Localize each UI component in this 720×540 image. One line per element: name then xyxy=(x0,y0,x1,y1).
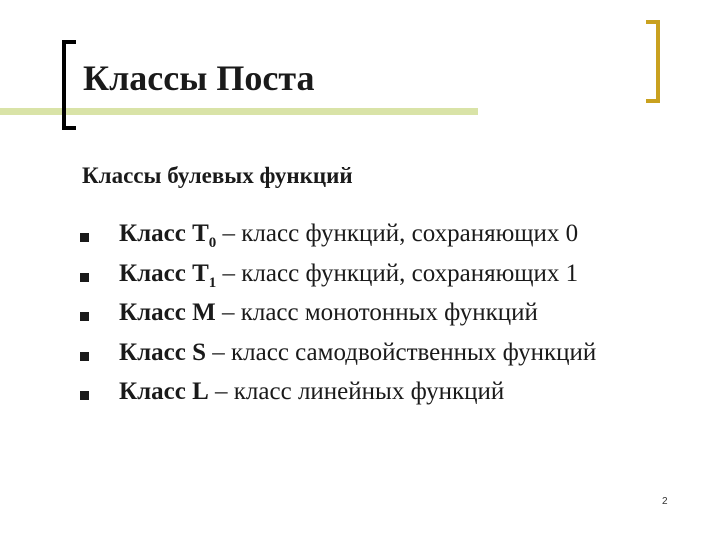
right-bracket-vertical xyxy=(656,20,660,103)
square-bullet-icon xyxy=(80,312,89,321)
slide-title: Классы Поста xyxy=(83,58,315,98)
class-description: – класс монотонных функций xyxy=(215,299,538,326)
page-number: 2 xyxy=(662,496,668,507)
bullet-list xyxy=(80,221,596,419)
bullet-text xyxy=(119,300,538,325)
class-description: – класс самодвойственных функций xyxy=(206,338,597,366)
square-bullet-icon xyxy=(80,233,89,242)
title-underline-bar xyxy=(0,108,478,115)
square-bullet-icon xyxy=(80,273,89,282)
class-name: Класс M xyxy=(119,299,216,326)
square-bullet-icon xyxy=(80,352,89,361)
class-description: – класс функций, сохраняющих 0 xyxy=(216,220,579,247)
class-description: – класс линейных функций xyxy=(208,378,505,405)
square-bullet-icon xyxy=(80,391,89,400)
class-name: Класс T xyxy=(119,259,209,287)
slide-subtitle: Классы булевых функций xyxy=(82,163,353,188)
list-item xyxy=(80,300,596,340)
right-bracket-top xyxy=(646,20,660,24)
bullet-text xyxy=(119,220,579,251)
class-name: Класс S xyxy=(119,338,206,366)
list-item xyxy=(80,261,596,301)
class-name: Класс T xyxy=(119,220,209,247)
class-subscript: 0 xyxy=(208,235,217,251)
class-description: – класс функций, сохраняющих 1 xyxy=(216,259,579,287)
bullet-text xyxy=(119,259,579,291)
class-name: Класс L xyxy=(119,378,209,405)
list-item xyxy=(80,340,596,380)
left-bracket-vertical xyxy=(62,40,66,130)
left-bracket-bottom xyxy=(62,126,76,130)
list-item xyxy=(80,221,596,261)
left-bracket-top xyxy=(62,40,76,44)
bullet-text xyxy=(119,340,596,365)
list-item xyxy=(80,379,596,419)
class-subscript: 1 xyxy=(208,274,217,291)
bullet-text xyxy=(119,379,504,404)
right-bracket-bottom xyxy=(646,99,660,103)
